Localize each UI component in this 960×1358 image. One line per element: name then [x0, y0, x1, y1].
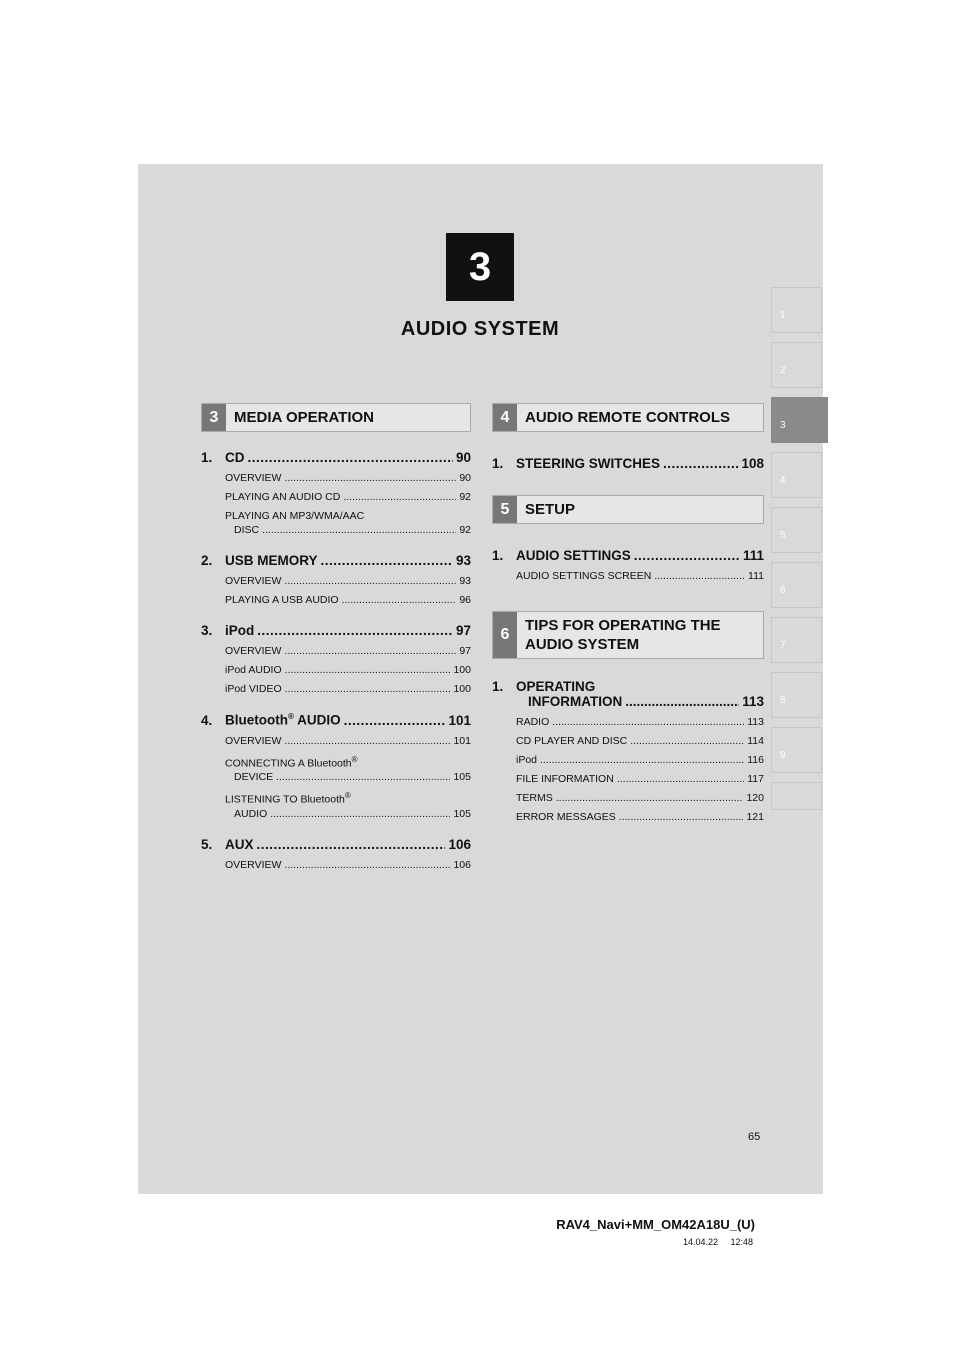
toc-item-operating-information[interactable]: 1. OPERATING INFORMATION ..... 113 [492, 679, 764, 709]
toc-subitem[interactable]: AUDIO SETTINGS SCREEN ..... 111 [516, 569, 764, 583]
toc-subitem[interactable]: iPod AUDIO ..... 100 [225, 663, 471, 677]
toc-subitem[interactable]: OVERVIEW ..... 93 [225, 574, 471, 588]
section-header-media-operation [201, 403, 471, 432]
chapter-tab-9[interactable]: 9 [771, 727, 822, 773]
toc-subitem[interactable]: CD PLAYER AND DISC ..... 114 [516, 734, 764, 748]
chapter-number-box [446, 233, 514, 301]
toc-subitem[interactable]: iPod VIDEO ..... 100 [225, 682, 471, 696]
section-title: MEDIA OPERATION [234, 409, 375, 426]
section-title: TIPS FOR OPERATING THE AUDIO SYSTEM [525, 617, 721, 653]
chapter-tab-6[interactable]: 6 [771, 562, 822, 608]
section-title: SETUP [525, 501, 576, 518]
toc-subitem[interactable]: OVERVIEW ..... 106 [225, 858, 471, 872]
section-number: 6 [493, 612, 517, 658]
chapter-tab-blank[interactable] [771, 782, 822, 810]
toc-subitem[interactable]: FILE INFORMATION ..... 117 [516, 772, 764, 786]
toc-subitem[interactable]: CONNECTING A Bluetooth® DEVICE ..... 105 [225, 753, 471, 785]
chapter-tab-2[interactable]: 2 [771, 342, 822, 388]
chapter-tab-7[interactable]: 7 [771, 617, 822, 663]
toc-right-column [492, 403, 764, 829]
toc-subitem[interactable]: LISTENING TO Bluetooth® AUDIO ..... 105 [225, 789, 471, 821]
section-title: AUDIO REMOTE CONTROLS [525, 409, 730, 426]
toc-subitem[interactable]: OVERVIEW ..... 90 [225, 471, 471, 485]
toc-subitem[interactable]: OVERVIEW ..... 101 [225, 734, 471, 748]
chapter-tab-5[interactable]: 5 [771, 507, 822, 553]
section-number: 3 [202, 404, 226, 431]
toc-subitem[interactable]: OVERVIEW ..... 97 [225, 644, 471, 658]
chapter-tab-1[interactable]: 1 [771, 287, 822, 333]
toc-subitem[interactable]: PLAYING AN AUDIO CD ..... 92 [225, 490, 471, 504]
footer-document-id: RAV4_Navi+MM_OM42A18U_(U) [556, 1217, 755, 1232]
page-number: 65 [748, 1131, 761, 1143]
section-number: 4 [493, 404, 517, 431]
toc-subitem[interactable]: PLAYING AN MP3/WMA/AAC DISC ..... 92 [225, 509, 471, 537]
chapter-tab-8[interactable]: 8 [771, 672, 822, 718]
chapter-title: AUDIO SYSTEM [400, 318, 560, 340]
chapter-number: 3 [468, 244, 492, 289]
toc-subitem[interactable]: RADIO ..... 113 [516, 715, 764, 729]
toc-item-aux[interactable]: 5. AUX ..... 106 [201, 837, 471, 852]
chapter-tab-4[interactable]: 4 [771, 452, 822, 498]
toc-item-steering-switches[interactable]: 1. STEERING SWITCHES ..... 108 [492, 456, 764, 471]
section-number: 5 [493, 496, 517, 523]
chapter-tab-3[interactable]: 3 [771, 397, 828, 443]
toc-left-column [201, 403, 471, 877]
toc-subitem[interactable]: iPod ..... 116 [516, 753, 764, 767]
toc-subitem[interactable]: TERMS ..... 120 [516, 791, 764, 805]
toc-item-cd[interactable]: 1. CD ..... 90 [201, 450, 471, 465]
toc-subitem[interactable]: PLAYING A USB AUDIO ..... 96 [225, 593, 471, 607]
toc-item-usb-memory[interactable]: 2. USB MEMORY ..... 93 [201, 553, 471, 568]
toc-item-audio-settings[interactable]: 1. AUDIO SETTINGS ..... 111 [492, 548, 764, 563]
section-header-tips [492, 611, 764, 659]
footer-timestamp: 14.04.22 12:48 [682, 1237, 753, 1247]
section-header-audio-remote-controls [492, 403, 764, 432]
toc-item-bluetooth-audio[interactable]: 4. Bluetooth® AUDIO ..... 101 [201, 712, 471, 728]
toc-item-ipod[interactable]: 3. iPod ..... 97 [201, 623, 471, 638]
section-header-setup [492, 495, 764, 524]
chapter-tabs [771, 287, 822, 819]
toc-subitem[interactable]: ERROR MESSAGES ..... 121 [516, 810, 764, 824]
